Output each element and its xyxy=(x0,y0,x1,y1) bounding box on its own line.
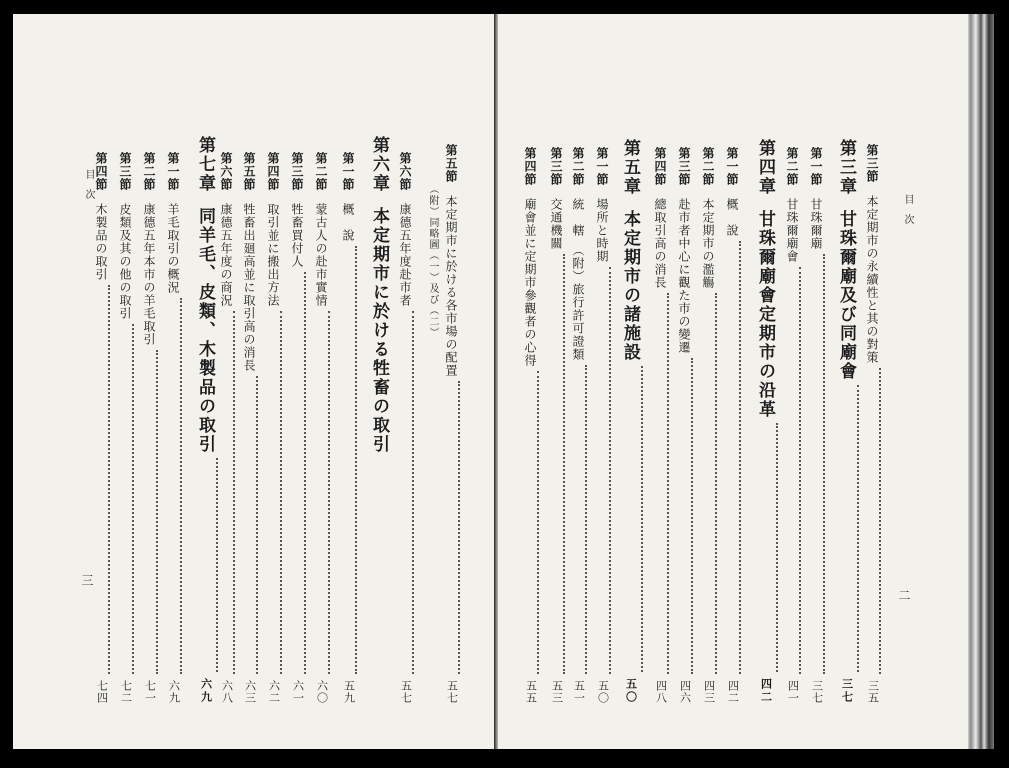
dot-leader xyxy=(857,385,859,672)
toc-page-number: 四二 xyxy=(759,678,773,704)
toc-number: 第四章 xyxy=(755,139,775,196)
toc-number: 第三節 xyxy=(549,147,563,186)
toc-title: 羊毛取引の概況 xyxy=(166,203,180,294)
toc-section xyxy=(676,147,693,749)
toc-section xyxy=(570,147,587,749)
toc-chapter xyxy=(753,139,778,749)
right-page xyxy=(498,14,968,749)
toc-number: 第一節 xyxy=(595,147,609,186)
dot-leader xyxy=(355,246,357,674)
toc-page-number: 四二 xyxy=(726,680,740,704)
toc-section xyxy=(864,144,881,749)
toc-page-number: 七二 xyxy=(119,680,133,704)
dot-leader xyxy=(667,293,669,674)
dot-leader xyxy=(691,358,693,674)
toc-page-number: 四六 xyxy=(678,680,692,704)
toc-title: 康德五年度赴市者 xyxy=(398,203,412,307)
toc-title: 甘珠爾廟及び同廟會 xyxy=(836,210,856,381)
toc-title: 本定期市に於ける各市場の配置 xyxy=(444,195,458,377)
toc-number: 第二節 xyxy=(701,147,715,186)
toc-number: 第四節 xyxy=(94,152,108,191)
dot-leader xyxy=(180,298,182,674)
toc-page-number: 六三 xyxy=(243,680,257,704)
toc-page-number: 五三 xyxy=(550,680,564,704)
toc-section xyxy=(700,147,717,749)
toc-page-number: 五一 xyxy=(572,680,586,704)
dot-leader xyxy=(879,368,881,674)
toc-page-number: 六九 xyxy=(167,680,181,704)
toc-title: 本定期市の濫觴 xyxy=(701,198,715,289)
toc-page-number: 三七 xyxy=(840,678,854,704)
toc-number: 第一節 xyxy=(166,152,180,191)
toc-number: 第三章 xyxy=(836,139,856,196)
dot-leader xyxy=(280,311,282,674)
dot-leader xyxy=(823,254,825,674)
toc-page-number: 五五 xyxy=(524,680,538,704)
toc-section xyxy=(594,147,611,749)
toc-title: 甘珠爾廟 xyxy=(809,198,823,250)
toc-page-number: 五七 xyxy=(399,680,413,704)
toc-section xyxy=(165,152,182,749)
toc-section xyxy=(265,152,282,749)
toc-section xyxy=(808,147,825,749)
toc-title: 本定期市に於ける牲畜の取引 xyxy=(369,207,389,454)
toc-title: 總取引高の消長 xyxy=(653,198,667,289)
dot-leader xyxy=(739,241,741,674)
toc-number: 第一節 xyxy=(341,152,355,191)
toc-section xyxy=(340,152,357,749)
dot-leader xyxy=(563,254,565,674)
toc-number: 第一節 xyxy=(809,147,823,186)
left-page xyxy=(13,14,495,749)
toc-section xyxy=(784,147,801,749)
folio-right: 二 xyxy=(897,589,911,601)
toc-page-number: 四八 xyxy=(654,680,668,704)
toc-page-number: 五九 xyxy=(342,680,356,704)
toc-number: 第五節 xyxy=(444,144,458,183)
toc-number: 第三節 xyxy=(677,147,691,186)
toc-chapter xyxy=(618,139,643,749)
dot-leader xyxy=(537,371,539,674)
dot-leader xyxy=(641,366,643,672)
running-header-left: 目 次 xyxy=(83,169,94,199)
toc-page-number: 六〇 xyxy=(315,680,329,704)
running-header-right: 目 次 xyxy=(902,194,913,224)
toc-title: 本定期市の諸施設 xyxy=(620,210,640,362)
toc-title: 康德五年度の商況 xyxy=(219,203,233,307)
toc-number: 第五節 xyxy=(242,152,256,191)
dot-leader xyxy=(216,458,218,672)
toc-page-number: 五〇 xyxy=(596,680,610,704)
toc-section xyxy=(117,152,134,749)
toc-title: 蒙古人の赴市實情 xyxy=(314,203,328,307)
dot-leader xyxy=(156,350,158,674)
toc-note xyxy=(425,184,440,749)
toc-page-number: 七一 xyxy=(143,680,157,704)
toc-page-number: 五〇 xyxy=(624,678,638,704)
toc-number: 第二節 xyxy=(314,152,328,191)
toc-number: 第三節 xyxy=(118,152,132,191)
toc-section xyxy=(241,152,258,749)
dot-leader xyxy=(799,267,801,674)
toc-section xyxy=(313,152,330,749)
toc-number: 第一節 xyxy=(725,147,739,186)
folio-left: 三 xyxy=(80,574,94,586)
toc-chapter xyxy=(367,136,392,749)
toc-title: （附）同略圖（一）及び（二） xyxy=(427,184,438,338)
toc-section xyxy=(548,147,565,749)
toc-title: 赴市者中心に觀た市の變遷 xyxy=(677,198,691,354)
toc-page-number: 六一 xyxy=(291,680,305,704)
toc-title: 牲畜出廻高並に取引高の消長 xyxy=(242,203,256,372)
toc-page-number: 三五 xyxy=(866,680,880,704)
toc-title: 甘珠爾廟會定期市の沿革 xyxy=(755,210,775,419)
toc-number: 第六節 xyxy=(219,152,233,191)
toc-title: 交通機關 xyxy=(549,198,563,250)
dot-leader xyxy=(412,311,414,674)
toc-page-number: 四一 xyxy=(786,680,800,704)
toc-title: 本定期市の永續性と其の對策 xyxy=(865,195,879,364)
toc-number: 第五章 xyxy=(620,139,640,196)
dot-leader xyxy=(328,311,330,674)
toc-page-number: 五七 xyxy=(445,680,459,704)
toc-section xyxy=(218,152,235,749)
toc-title: 取引並に搬出方法 xyxy=(266,203,280,307)
toc-page-number: 六八 xyxy=(220,680,234,704)
toc-title: 康德五年本市の羊毛取引 xyxy=(142,203,156,346)
toc-number: 第四節 xyxy=(266,152,280,191)
dot-leader xyxy=(609,267,611,674)
dot-leader xyxy=(458,381,460,674)
toc-number: 第二節 xyxy=(785,147,799,186)
dot-leader xyxy=(715,293,717,674)
dot-leader xyxy=(233,311,235,674)
toc-title: 概 說 xyxy=(341,203,355,242)
dot-leader xyxy=(132,324,134,674)
toc-title: 木製品の取引 xyxy=(94,203,108,281)
toc-title: 概 說 xyxy=(725,198,739,237)
dot-leader xyxy=(304,272,306,674)
toc-number: 第二節 xyxy=(571,147,585,186)
toc-number: 第六節 xyxy=(398,152,412,191)
toc-chapter xyxy=(834,139,859,749)
toc-number: 第七章 xyxy=(195,136,215,193)
dot-leader xyxy=(108,285,110,674)
toc-title: 牲畜買付人 xyxy=(290,203,304,268)
toc-number: 第六章 xyxy=(369,136,389,193)
toc-title: 廟會並に定期市參觀者の心得 xyxy=(523,198,537,367)
toc-section xyxy=(652,147,669,749)
toc-page-number: 三七 xyxy=(810,680,824,704)
toc-title: 統 轄 （附）旅行許可證類 xyxy=(571,198,585,361)
toc-title: 場所と時期 xyxy=(595,198,609,263)
dot-leader xyxy=(256,376,258,674)
toc-section xyxy=(724,147,741,749)
toc-page-number: 六二 xyxy=(267,680,281,704)
page-edge xyxy=(968,14,994,749)
toc-number: 第四節 xyxy=(523,147,537,186)
toc-number: 第三節 xyxy=(290,152,304,191)
toc-page-number: 六九 xyxy=(199,678,213,704)
toc-number: 第二節 xyxy=(142,152,156,191)
toc-title: 皮類及其の他の取引 xyxy=(118,203,132,320)
toc-title: 甘珠爾廟會 xyxy=(785,198,799,263)
toc-page-number: 七四 xyxy=(95,680,109,704)
toc-section xyxy=(289,152,306,749)
toc-section xyxy=(443,144,460,749)
dot-leader xyxy=(585,365,587,674)
toc-chapter xyxy=(193,136,218,749)
toc-section xyxy=(397,152,414,749)
toc-section xyxy=(141,152,158,749)
toc-section xyxy=(522,147,539,749)
toc-page-number: 四三 xyxy=(702,680,716,704)
toc-title: 同羊毛、皮類、木製品の取引 xyxy=(195,207,215,454)
toc-section xyxy=(93,152,110,749)
dot-leader xyxy=(776,423,778,672)
toc-number: 第四節 xyxy=(653,147,667,186)
toc-number: 第三節 xyxy=(865,144,879,183)
